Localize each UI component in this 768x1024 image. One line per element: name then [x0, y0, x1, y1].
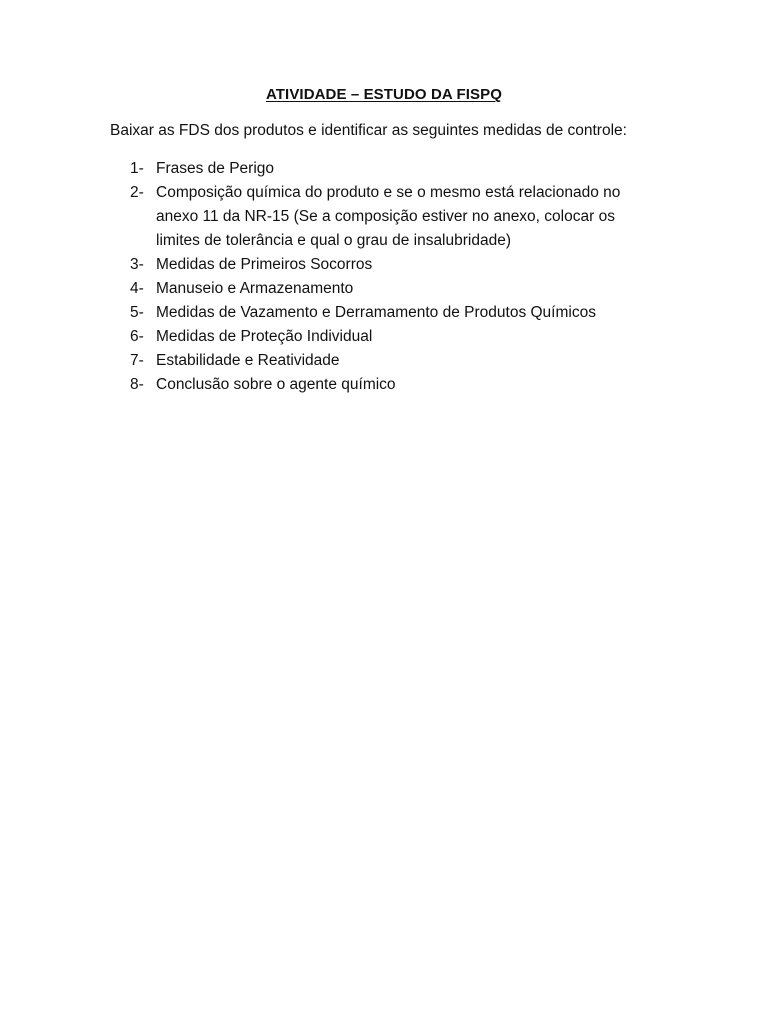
list-item — [110, 349, 670, 373]
list-item-text: Conclusão sobre o agente químico — [156, 376, 396, 393]
list-item-number: 3- — [130, 256, 144, 273]
list-item — [110, 253, 670, 277]
list-item-number: 8- — [130, 376, 144, 393]
list-item-text: Frases de Perigo — [156, 160, 275, 177]
list-item-text: Composição química do produto e se o mesmo está relacionado no — [156, 184, 621, 201]
list-item-number: 1- — [130, 160, 144, 177]
list-item — [110, 157, 670, 181]
list-item-number: 7- — [130, 352, 144, 369]
list-item — [110, 277, 670, 301]
list-item-number: 4- — [130, 280, 144, 297]
list-item-text: Medidas de Proteção Individual — [156, 328, 373, 345]
list-item-text: Medidas de Primeiros Socorros — [156, 256, 373, 273]
intro-paragraph: Baixar as FDS dos produtos e identificar as seguintes medidas de controle: — [110, 122, 627, 139]
list-item-text: Estabilidade e Reatividade — [156, 352, 340, 369]
list-item-text: limites de tolerância e qual o grau de insalubridade) — [156, 232, 511, 249]
list-item-number: 6- — [130, 328, 144, 345]
list-item-text: Manuseio e Armazenamento — [156, 280, 354, 297]
list-item-text: Medidas de Vazamento e Derramamento de Produtos Químicos — [156, 304, 596, 321]
control-measures-list — [110, 157, 670, 397]
document-title: ATIVIDADE – ESTUDO DA FISPQ — [265, 86, 503, 103]
list-item — [110, 373, 670, 397]
list-item-number: 5- — [130, 304, 144, 321]
list-item — [110, 301, 670, 325]
list-item — [110, 181, 670, 253]
list-item-text: anexo 11 da NR-15 (Se a composição estiver no anexo, colocar os — [156, 208, 615, 225]
list-item — [110, 325, 670, 349]
list-item-number: 2- — [130, 184, 144, 201]
